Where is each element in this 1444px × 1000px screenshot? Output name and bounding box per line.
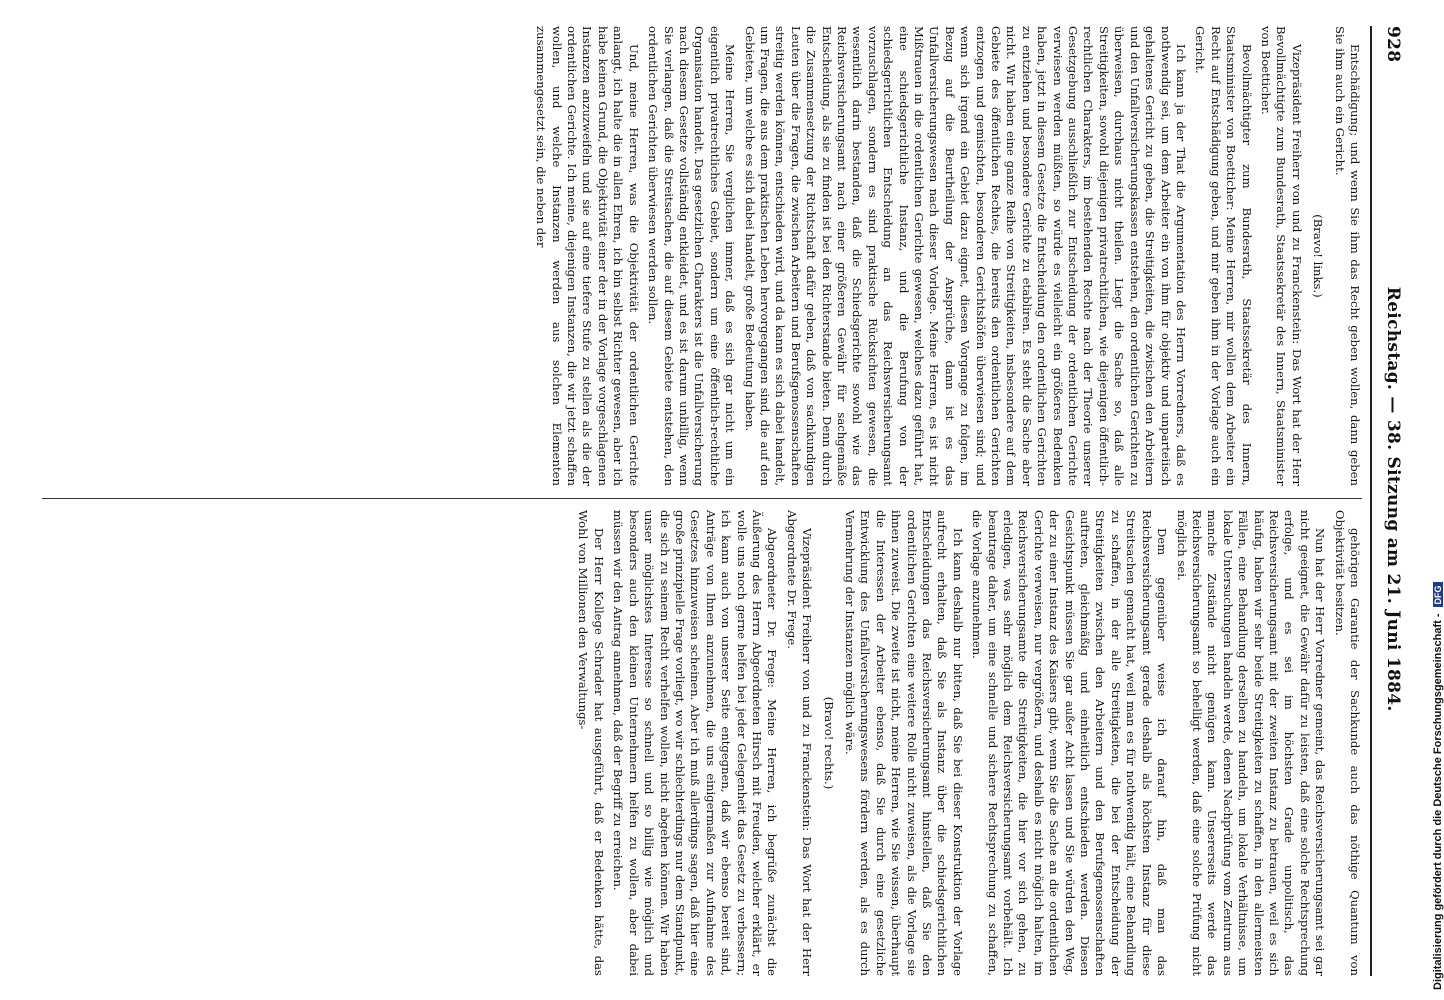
paragraph: Abgeordneter Dr. Frege: Meine Herren, ich begrüße zunächst die Äußerung des Herrn Abgeordneten Hirsch mit Freuden, welcher erklärt, er wolle uns noch gerne helfen bei jeder Gelegenheit das Gesetz zu verbessern; ich kann auch von unserer Seite entgegnen, daß wir ebenso bereit sind, Anträge von Ihnen anzunehmen, die uns einigermaßen zur Aufnahme des Gesetzes hinzuweisen scheinen. Aber ich muß allerdings sagen, daß hier eine große prinzipielle Frage vorliegt, wo wir schlechterdings nur dem Standpunkt, die sich zu seinem Recht verhelfen wollen, nicht abgehen können. Wir haben unser möglichstes Interesse so schnell und so billig wie möglich und besonders auch den kleinen Unternehmern helfen zu wollen, aber dabei müssen wir den Antrag annehmen, daß der Begriff zu erreichen.: [611, 510, 780, 976]
digitization-credit: [1404, 0, 1444, 1000]
paragraph: Dem gegenüber weise ich darauf hin, daß man das Reichsversicherungsamt gerade deshalb als höchsten Instanz für diese Streitsachen gemacht hat, weil man es für nothwendig hält, eine Behandlung zu schaffen, in der alle Streitigkeiten, die bei der Entscheidung der Streitigkeiten zwischen den Arbeitern und den Berufsgenossenschaften auftreten, gleichmäßig und einheitlich entschieden werden. Diesen Gesichtspunkt müssen Sie gar außer Acht lassen und Sie würden den Weg, der zu einer Instanz des Kaisers gibt, wenn Sie die Sache an die ordentlichen Gerichte verweisen, nur vergrößern, und deshalb es nicht möglich halten, im Reichsversicherungsamte die Streitigkeiten, die hier vor sich gehen, zu erledigen, was sehr möglich dem Reichsversicherungsamt vorbehält. Ich beantrage daher, um eine schnelle und sichere Rechtsprechung zu schaffen, die Vorlage anzunehmen.: [970, 510, 1170, 976]
paragraph: Bevollmächtigter zum Bundesrath, Staatssekretär des Innern, Staatsminister von Boetticher: Meine Herren, mir wollen dem Arbeiter ein Recht auf Entschädigung geben, und mir geben ihm in der Vorlage auch ein Gericht.: [1193, 26, 1254, 486]
paragraph: Entschädigung; und wenn Sie ihm das Recht geben wollen, dann geben Sie ihm auch ein Gericht.: [1332, 26, 1362, 486]
paragraph: Ich kann deshalb nur bitten, daß Sie bei dieser Konstruktion der Vorlage aufrecht erhalten, daß Sie als Instanz über die schiedsgerichtlichen Entscheidungen das Reichsversicherungsamt hinstellen, daß Sie den ordentlichen Gerichten eine weitere Rolle nicht zuweisen, als die Vorlage sie ihnen zuweist. Die zweite ist nicht, meine Herren, wie Sie wissen, überhaupt die Interessen der Arbeiter ebenso, daß Sie durch eine gesetzliche Entwicklung des Unfallversicherungswesens fördern werden, als es durch Vermehrung der Instanzen möglich wäre.: [843, 510, 965, 976]
paragraph: Vizepräsident Freiherr von und zu Franckenstein: Das Wort hat der Herr Abgeordnete Dr. Frege.: [784, 510, 815, 976]
paragraph: gehörigen Garantie der Sachkunde auch das nöthige Quantum von Objektivität besitzen.: [1332, 510, 1362, 976]
column-divider: [42, 498, 1362, 499]
text-column-right: [42, 510, 1362, 976]
paragraph: Meine Herren, Sie verglichen immer, daß es sich gar nicht um ein eigentlich privatrechtliches Gebiet, sondern um eine öffentlich-rechtliche Organisation handelt. Das gesetzlichen Charakters ist die Unfallversicherung nach diesem Gesetze vollständig entkleidet, und es ist darum unbillig, wenn Sie verlangen, daß die Streitsachen, die auf diesem Gebiete entstehen, den ordentlichen Gerichten überwiesen werden sollen.: [646, 26, 738, 486]
credit-label: Digitalisierung gefördert durch die Deutsche Forschungsgemeinschaft -: [1432, 613, 1444, 990]
paragraph: Nun hat der Herr Vorredner gemeint, das Reichsversicherungsamt sei gar nicht geeignet, die Gewähr dafür zu leisten, daß eine solche Rechtsprechung erfolge, und es sei im höchsten Grade unpolitisch, das Reichsversicherungsamt mit der zweiten Instanz zu betrauen, weil es sich häufig, haben wir sehr beide Streitigkeiten zu schaffen, in den allermeisten Fällen, eine Behandlung derselben zu handeln, um lokale Verhältnisse, um lokale Untersuchungen handeln werde, denen Nachprüfung vom Zentrum aus manche Zustände nicht genügen kann. Unsererseits werde das Reichsversicherungsamt so behelligt werden, daß eine solche Prüfung nicht möglich sei.: [1174, 510, 1328, 976]
dfg-logo: DFG: [1433, 582, 1443, 607]
paragraph: Vizepräsident Freiherr von und zu Franckenstein: Das Wort hat der Herr Bevollmächtigte zum Bundesrath, Staatssekretär des Innern, Staatsminister von Boetticher.: [1258, 26, 1304, 486]
page-number: 928: [1383, 26, 1403, 63]
paragraph: Und, meine Herren, was die Objektivität der ordentlichen Gerichte anlangt, ich halte die in allen Ehren, ich bin selbst Richter gewesen, aber ich habe keinen Grund, die Objektivität einer der in der Vorlage vorgeschlagenen Instanzen anzuzweifeln und sie auf eine tiefere Stufe zu stellen als die der ordentlichen Gerichte. Ich meine, diejenigen Instanzen, die wir jetzt schaffen wollen, und welche Instanzen werden aus solchen Elementen zusammengesetzt sein, die neben der: [534, 26, 641, 486]
paragraph: Ich kann ja der That die Argumentation des Herrn Vorredners, daß es nothwendig sei, um dem Arbeiter ein von ihm für objektiv und unparteiisch gehaltenes Gericht zu geben, die Streitigkeiten, die zwischen den Arbeitern und den Unfallversicherungskassen entstehen, den ordentlichen Gerichten zu überweisen, durchaus nicht theilen. Liegt die Sache so, daß alle Streitigkeiten, sowohl diejenigen privatrechtlichen, wie diejenigen öffentlich-rechtlichen Charakters, im bestehenden Rechte nach der Theorie unserer Gesetzgebung ausschließlich zur Entscheidung der ordentlichen Gerichte verwiesen werden müßten, so würde es vielleicht ein größeres Bedenken haben, jetzt in diesem Gesetze die Entscheidung den ordentlichen Gerichten zu entziehen und besondere Gerichte zu etabliren. Es steht die Sache aber nicht. Wir haben eine ganze Reihe von Streitigkeiten, insbesondere auf dem Gebiete des öffentlichen Rechtes, die bereits den ordentlichen Gerichten entzogen und gemischten, besonderen Gerichtshöfen überwiesen sind; und wenn sich irgend ein Gebiet dazu eignet, diesen Vorgange zu folgen, im Bezug auf die Beurtheilung der Ansprüche, dann ist es das Unfallversicherungswesen nach dieser Vorlage. Meine Herren, es ist nicht Mißtrauen in die ordentlichen Gerichte gewesen, welches dazu geführt hat, eine schiedsgerichtliche Instanz, und die Berufung von der schiedsgerichtlichen Entscheidung an das Reichsversicherungsamt vorzuschlagen, sondern es sind praktische Rücksichten gewesen, die wesentlich darin bestanden, daß die Schiedsgerichte sowohl wie das Reichsversicherungsamt nach einer größeren Gewähr für sachgemäße Entscheidung, als sie zu finden ist bei den Richterstande bieten. Denn durch die Zusammensetzung der Richtschaft dafür geben, daß von sachkundigen Leuten über die Fragen, die zwischen Arbeitern und Berufsgenossenschaften streitig werden können, entschieden wird, und da kann es sich dabei handelt, um Fragen, die aus dem praktischen Leben hervorgegangen sind, die auf den Gebieten, um welche es sich dabei handelt, große Bedeutung haben.: [742, 26, 1188, 486]
reaction-note: (Bravo! links.): [1311, 214, 1326, 298]
page-content: [23, 26, 1408, 976]
reaction-note: (Bravo! rechts.): [821, 696, 836, 790]
paragraph: Der Herr Kollege Schrader hat ausgeführt, daß er Bedenken hätte, das Wohl von Millionen den Verwaltungs-: [576, 510, 606, 976]
text-column-left: [42, 26, 1362, 486]
header-rule: [1370, 26, 1372, 976]
page-title: Reichstag. — 38. Sitzung am 21. Juni 1884.: [1383, 286, 1403, 712]
digitization-credit-text: [1432, 582, 1444, 990]
